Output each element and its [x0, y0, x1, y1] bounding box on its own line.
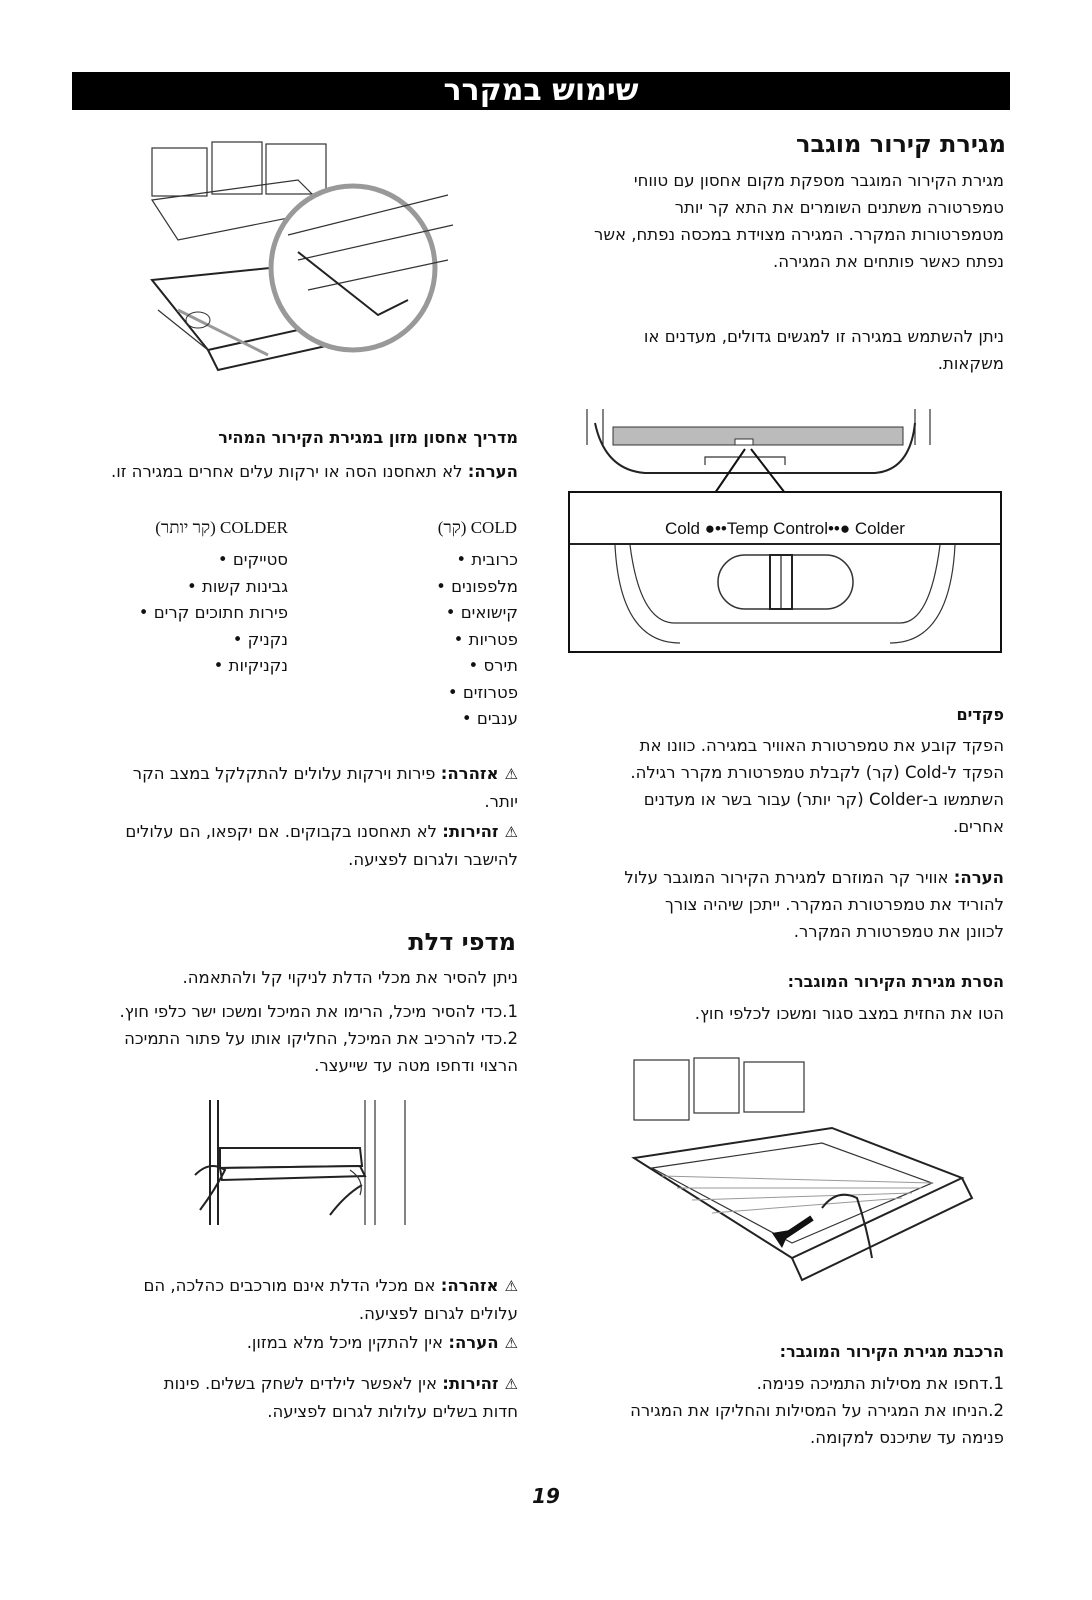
note-label: הערה: [953, 868, 1004, 887]
temp-control-text: Temp Control [726, 519, 828, 538]
controls-line: אחרים. [952, 817, 1004, 836]
controls-line: השתמשו ב-Colder (קר יותר) עבור בשר או מעדנים [643, 790, 1004, 809]
colder-label: Colder [854, 519, 905, 538]
crisper-intro [560, 167, 1004, 275]
note-line [560, 864, 1004, 891]
door-step: 1.כדי להסיר מיכל, הרימו את המיכל ומשכו ישר כלפי חוץ. [119, 1002, 518, 1021]
install-title: הרכבת מגירת הקירור המוגבר: [779, 1342, 1004, 1361]
intro-line: טמפרטורה משתנים השומרים את התא קר יותר [674, 198, 1004, 217]
page-banner: שימוש במקרר [72, 72, 1010, 110]
warning-text: אם מכלי הדלת אינם מורכבים כהלכה, הם [143, 1276, 441, 1295]
produce-warning [72, 760, 518, 815]
note-label: הערה: [448, 1333, 499, 1352]
note-text: אוויר קר המוזרם למגירת הקירור המוגבר עלול [624, 868, 954, 887]
drawer-top-illustration [585, 405, 935, 493]
controls-text [560, 732, 1004, 840]
note-text: אין להתקין מיכל מלא במזון. [246, 1333, 449, 1352]
warning-text: פירות וירקות עלולים להתקלקל במצב הקר [132, 764, 441, 783]
note-line: לכוונן את טמפרטורת המקרר. [793, 922, 1004, 941]
dots-left: ●•• [704, 519, 727, 538]
usage-line: ניתן להשתמש במגירה זו למגשים גדולים, מעדנים או [643, 327, 1004, 346]
list-item: תירס • [380, 653, 518, 680]
usage-line: משקאות. [937, 354, 1004, 373]
intro-line: נפתח כאשר פותחים את המגירה. [772, 252, 1004, 271]
note-line: להוריד את טמפרטורת המקרר. ייתכן שיהיה צורך [665, 895, 1004, 914]
drawer-pull-illustration [632, 1058, 1002, 1283]
removal-text: הטו את החזית במצב סגור ומשכו לכלפי חוץ. [694, 1004, 1004, 1023]
crisper-usage [560, 323, 1004, 377]
install-step: 1.דחפו את מסילות התמיכה פנימה. [756, 1374, 1004, 1393]
caution-label: זהירות: [442, 822, 499, 841]
list-item: נקניק • [100, 627, 288, 654]
bottle-caution [72, 818, 518, 873]
children-caution [72, 1370, 518, 1425]
list-item: פירות חתוכים קרים • [100, 600, 288, 627]
warning-label: אזהרה: [440, 764, 499, 783]
bin-full-note [72, 1329, 518, 1357]
warning-triangle-icon: ⚠ [504, 1277, 518, 1295]
removal-title: הסרת מגירת הקירור המוגבר: [787, 972, 1004, 991]
install-steps [560, 1370, 1004, 1451]
caution-text: להישבר ולגרום לפציעה. [348, 850, 518, 869]
warning-text: עלולים לגרום לפציעה. [358, 1304, 518, 1323]
colder-column-header: COLDER (קר יותר) [155, 518, 288, 537]
warning-text: יותר. [484, 792, 518, 811]
list-item: כרובית • [380, 547, 518, 574]
caution-text: אין לאפשר לילדים לשחק בשלים. פינות [163, 1374, 443, 1393]
temp-control-label [570, 519, 1000, 539]
warning-triangle-icon: ⚠ [504, 823, 518, 841]
controls-line: הפקד ל-Cold (קר) לקבלת טמפרטורת מקרר רגילה. [630, 763, 1004, 782]
warning-triangle-icon: ⚠ [504, 765, 518, 783]
colder-foods-list [100, 547, 288, 680]
caution-text: חדות בשלים עלולות לגרום לפציעה. [267, 1402, 518, 1421]
list-item: קישואים • [380, 600, 518, 627]
drawer-zoom-illustration [148, 140, 468, 385]
dots-right: ••● [827, 519, 851, 538]
controls-line: הפקד קובע את טמפרטורת האוויר במגירה. כוונו את [639, 736, 1004, 755]
warning-triangle-icon: ⚠ [504, 1334, 518, 1352]
section-title-crisper: מגירת קירור מוגבר [796, 130, 1006, 158]
food-guide-title: מדריך אחסון מזון במגירת הקירור המהיר [218, 428, 518, 447]
warning-triangle-icon: ⚠ [504, 1375, 518, 1393]
cold-column-header: COLD (קר) [437, 518, 517, 537]
door-bins-steps [72, 998, 518, 1079]
controls-title: פקדים [956, 705, 1004, 724]
intro-line: מטמפרטורות המקרר. המגירה מצוידת במכסה נפתח, אשר [594, 225, 1004, 244]
list-item: גבינות קשות • [100, 574, 288, 601]
intro-line: מגירת הקירור המוגבר מספקת מקום אחסון עם טווחי [633, 171, 1004, 190]
section-title-door-bins: מדפי דלת [408, 928, 516, 956]
caution-label: זהירות: [442, 1374, 499, 1393]
install-step: 2.הניחו את המגירה על המסילות והחליקו את המגירה [630, 1401, 1004, 1420]
temp-control-panel [568, 491, 1002, 653]
cold-foods-list [380, 547, 518, 733]
door-step: 2.כדי להרכיב את המיכל, החליקו אותו על פתור התמיכה [124, 1029, 518, 1048]
temp-slider-illustration [570, 543, 1000, 651]
note-label: הערה: [467, 462, 518, 481]
bin-install-warning [72, 1272, 518, 1327]
page-number: 19 [532, 1484, 560, 1508]
list-item: ענבים • [380, 706, 518, 733]
note-text: לא תאחסנו הסה או ירקות עלים אחרים במגירה זו. [110, 462, 468, 481]
install-step: פנימה עד שתיכנס למקומה. [810, 1428, 1004, 1447]
list-item: נקניקיות • [100, 653, 288, 680]
caution-text: לא תאחסנו בקבוקים. אם יקפאו, הם עלולים [125, 822, 443, 841]
list-item: פטרוזים • [380, 680, 518, 707]
airflow-note [560, 864, 1004, 945]
list-item: פטריות • [380, 627, 518, 654]
food-guide-note [72, 458, 518, 485]
door-step: הרצוי ודחפו מטה עד שייעצר. [314, 1056, 518, 1075]
list-item: מלפפונים • [380, 574, 518, 601]
cold-label: Cold [665, 519, 700, 538]
door-bin-illustration [190, 1100, 440, 1230]
list-item: סטייקים • [100, 547, 288, 574]
door-bins-intro: ניתן להסיר את מכלי הדלת לניקוי קל ולהתאמה. [182, 968, 518, 987]
warning-label: אזהרה: [440, 1276, 499, 1295]
